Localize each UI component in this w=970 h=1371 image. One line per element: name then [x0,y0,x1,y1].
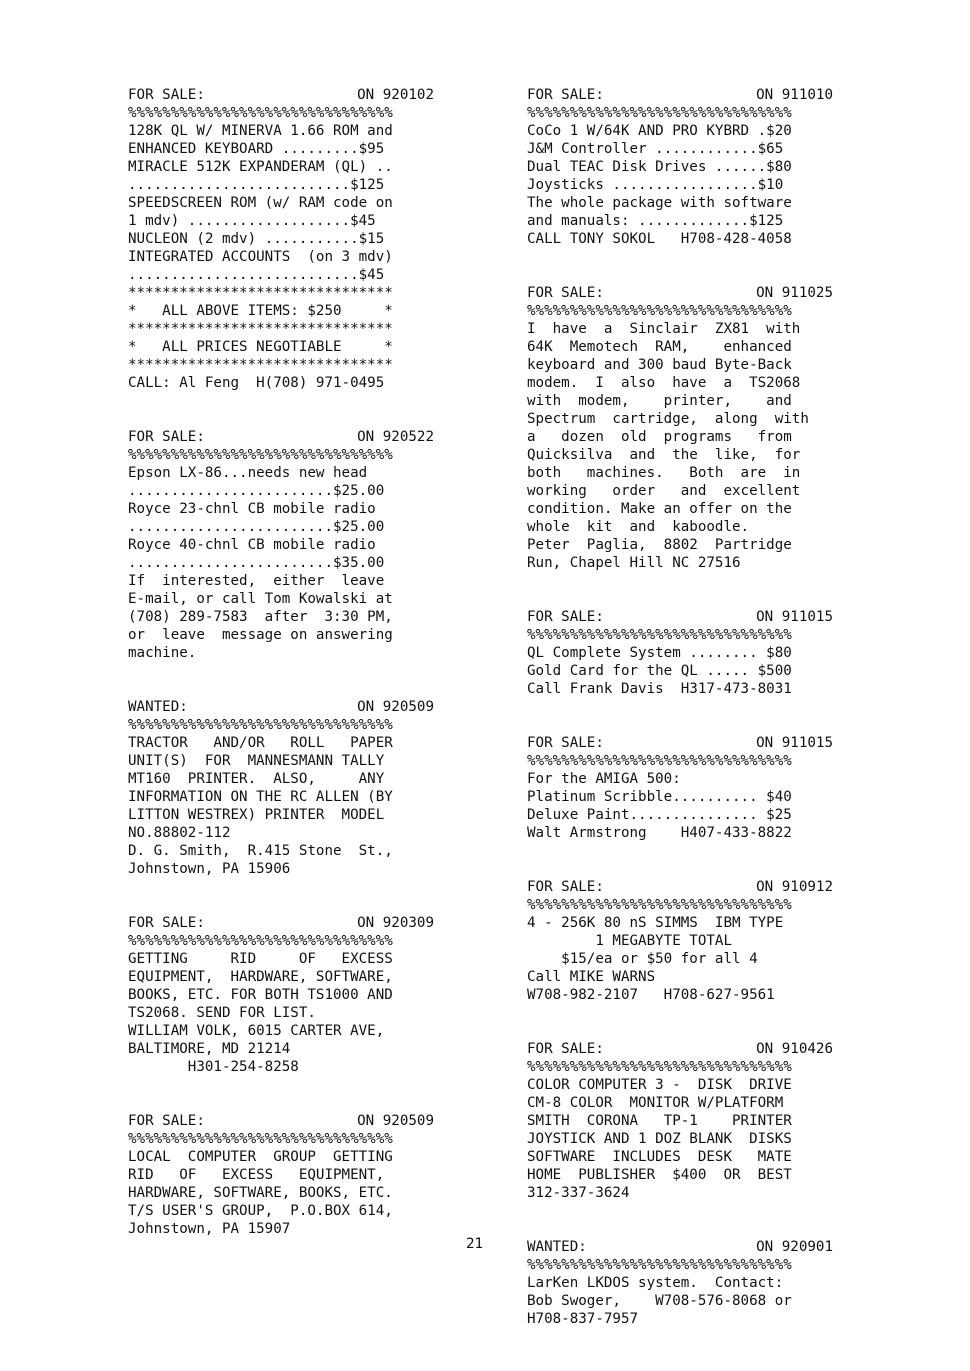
ad-type: FOR SALE: [128,915,205,931]
ad-line: Call Frank Davis H317-473-8031 [527,681,792,697]
ad-date: ON 911015 [756,735,833,751]
ad-line: NUCLEON (2 mdv) ...........$15 [128,231,385,247]
ad-line: machine. [128,645,197,661]
classified-ad [527,284,833,572]
ad-header [128,86,434,104]
ad-line: 128K QL W/ MINERVA 1.66 ROM and [128,123,393,139]
ad-line: working order and excellent [527,483,801,499]
ad-line: a dozen old programs from [527,429,792,445]
classified-ad [128,914,434,1076]
ad-line: Bob Swoger, W708-576-8068 or [527,1293,792,1309]
percent-rule: %%%%%%%%%%%%%%%%%%%%%%%%%%%%%%% [527,1257,792,1273]
ad-line: EQUIPMENT, HARDWARE, SOFTWARE, [128,969,393,985]
ad-line: CALL TONY SOKOL H708-428-4058 [527,231,792,247]
ad-line: ...........................$45 [128,267,385,283]
ad-line: Peter Paglia, 8802 Partridge [527,537,792,553]
ad-line: For the AMIGA 500: [527,771,681,787]
ad-line: CoCo 1 W/64K AND PRO KYBRD .$20 [527,123,792,139]
ad-line: Royce 40-chnl CB mobile radio [128,537,376,553]
ad-line: TRACTOR AND/OR ROLL PAPER [128,735,393,751]
left-column [128,86,434,1274]
ad-line: GETTING RID OF EXCESS [128,951,393,967]
classified-ad [128,1112,434,1238]
ad-line: Royce 23-chnl CB mobile radio [128,501,376,517]
ad-type: WANTED: [527,1239,587,1255]
ad-line: If interested, either leave [128,573,385,589]
ad-line: $15/ea or $50 for all 4 [527,951,758,967]
ad-line: Gold Card for the QL ..... $500 [527,663,792,679]
ad-line: INTEGRATED ACCOUNTS (on 3 mdv) [128,249,393,265]
percent-rule: %%%%%%%%%%%%%%%%%%%%%%%%%%%%%%% [128,933,393,949]
ad-line: JOYSTICK AND 1 DOZ BLANK DISKS [527,1131,792,1147]
ad-date: ON 920522 [357,429,434,445]
ad-line: or leave message on answering [128,627,393,643]
ad-header [128,698,434,716]
ad-line: LarKen LKDOS system. Contact: [527,1275,784,1291]
ad-header [128,914,434,932]
ad-line: The whole package with software [527,195,792,211]
ad-line: ******************************* [128,357,393,373]
ad-line: MT160 PRINTER. ALSO, ANY [128,771,385,787]
ad-line: J&M Controller ............$65 [527,141,784,157]
percent-rule: %%%%%%%%%%%%%%%%%%%%%%%%%%%%%%% [128,717,393,733]
classified-ad [128,86,434,392]
ad-type: FOR SALE: [527,879,604,895]
ad-line: Johnstown, PA 15907 [128,1221,291,1237]
ad-date: ON 920309 [357,915,434,931]
ad-line: Joysticks .................$10 [527,177,784,193]
ad-date: ON 911010 [756,87,833,103]
ad-date: ON 910912 [756,879,833,895]
ad-line: MIRACLE 512K EXPANDERAM (QL) .. [128,159,393,175]
ad-line: Walt Armstrong H407-433-8822 [527,825,792,841]
ad-line: HOME PUBLISHER $400 OR BEST [527,1167,792,1183]
ad-line: CALL: Al Feng H(708) 971-0495 [128,375,385,391]
ad-line: LITTON WESTREX) PRINTER MODEL [128,807,385,823]
ad-line: keyboard and 300 baud Byte-Back [527,357,792,373]
ad-line: I have a Sinclair ZX81 with [527,321,801,337]
classified-ad [128,698,434,878]
classified-ad [527,86,833,248]
ad-line: QL Complete System ........ $80 [527,645,792,661]
ad-line: both machines. Both are in [527,465,801,481]
right-column [527,86,833,1364]
ad-line: D. G. Smith, R.415 Stone St., [128,843,393,859]
ad-type: WANTED: [128,699,188,715]
ad-line: H301-254-8258 [128,1059,299,1075]
ad-type: FOR SALE: [527,609,604,625]
ad-line: NO.88802-112 [128,825,231,841]
percent-rule: %%%%%%%%%%%%%%%%%%%%%%%%%%%%%%% [527,627,792,643]
classified-ad [527,734,833,842]
ad-line: Deluxe Paint............... $25 [527,807,792,823]
ad-line: condition. Make an offer on the [527,501,792,517]
ad-date: ON 920509 [357,699,434,715]
ad-line: E-mail, or call Tom Kowalski at [128,591,393,607]
ad-type: FOR SALE: [527,285,604,301]
ad-header [527,608,833,626]
ad-type: FOR SALE: [128,429,205,445]
ad-line: RID OF EXCESS EQUIPMENT, [128,1167,385,1183]
classified-ad [527,1040,833,1202]
ad-header [527,86,833,104]
percent-rule: %%%%%%%%%%%%%%%%%%%%%%%%%%%%%%% [128,447,393,463]
ad-line: 312-337-3624 [527,1185,630,1201]
percent-rule: %%%%%%%%%%%%%%%%%%%%%%%%%%%%%%% [527,1059,792,1075]
ad-date: ON 920509 [357,1113,434,1129]
percent-rule: %%%%%%%%%%%%%%%%%%%%%%%%%%%%%%% [128,105,393,121]
classified-ad [128,428,434,662]
percent-rule: %%%%%%%%%%%%%%%%%%%%%%%%%%%%%%% [527,303,792,319]
ad-line: INFORMATION ON THE RC ALLEN (BY [128,789,393,805]
ad-line: 1 MEGABYTE TOTAL [527,933,732,949]
ad-type: FOR SALE: [527,1041,604,1057]
ad-line: Call MIKE WARNS [527,969,656,985]
ad-line: Spectrum cartridge, along with [527,411,809,427]
ad-header [128,428,434,446]
ad-header [527,878,833,896]
page-number: 21 [466,1236,484,1252]
ad-type: FOR SALE: [527,735,604,751]
ad-header [527,1238,833,1256]
ad-header [128,1112,434,1130]
ad-line: Platinum Scribble.......... $40 [527,789,792,805]
ad-line: modem. I also have a TS2068 [527,375,801,391]
ad-line: SMITH CORONA TP-1 PRINTER [527,1113,792,1129]
ad-line: SPEEDSCREEN ROM (w/ RAM code on [128,195,393,211]
ad-line: Quicksilva and the like, for [527,447,801,463]
classified-ad [527,1238,833,1328]
ad-line: ........................$35.00 [128,555,385,571]
percent-rule: %%%%%%%%%%%%%%%%%%%%%%%%%%%%%%% [527,897,792,913]
ad-type: FOR SALE: [128,1113,205,1129]
ad-line: Dual TEAC Disk Drives ......$80 [527,159,792,175]
ad-date: ON 911015 [756,609,833,625]
ad-line: CM-8 COLOR MONITOR W/PLATFORM [527,1095,784,1111]
ad-header [527,1040,833,1058]
ad-line: Run, Chapel Hill NC 27516 [527,555,741,571]
ad-line: ******************************* [128,285,393,301]
classified-ad [527,608,833,698]
ad-line: with modem, printer, and [527,393,792,409]
ad-header [527,734,833,752]
ad-line: BOOKS, ETC. FOR BOTH TS1000 AND [128,987,393,1003]
ad-line: COLOR COMPUTER 3 - DISK DRIVE [527,1077,792,1093]
ad-line: ........................$25.00 [128,483,385,499]
classified-ad [527,878,833,1004]
ad-line: TS2068. SEND FOR LIST. [128,1005,316,1021]
ad-date: ON 911025 [756,285,833,301]
ad-line: * ALL ABOVE ITEMS: $250 * [128,303,393,319]
ad-line: H708-837-7957 [527,1311,639,1327]
ad-date: ON 920901 [756,1239,833,1255]
ad-line: W708-982-2107 H708-627-9561 [527,987,775,1003]
ad-line: ........................$25.00 [128,519,385,535]
ad-line: ENHANCED KEYBOARD .........$95 [128,141,385,157]
ad-date: ON 920102 [357,87,434,103]
ad-line: (708) 289-7583 after 3:30 PM, [128,609,393,625]
ad-type: FOR SALE: [527,87,604,103]
ad-line: HARDWARE, SOFTWARE, BOOKS, ETC. [128,1185,393,1201]
ad-line: 64K Memotech RAM, enhanced [527,339,792,355]
percent-rule: %%%%%%%%%%%%%%%%%%%%%%%%%%%%%%% [527,105,792,121]
ad-line: T/S USER'S GROUP, P.O.BOX 614, [128,1203,393,1219]
ad-line: WILLIAM VOLK, 6015 CARTER AVE, [128,1023,385,1039]
ad-line: UNIT(S) FOR MANNESMANN TALLY [128,753,385,769]
ad-line: Johnstown, PA 15906 [128,861,291,877]
ad-line: LOCAL COMPUTER GROUP GETTING [128,1149,393,1165]
ad-line: whole kit and kaboodle. [527,519,750,535]
ad-line: ******************************* [128,321,393,337]
ad-line: SOFTWARE INCLUDES DESK MATE [527,1149,792,1165]
ad-line: * ALL PRICES NEGOTIABLE * [128,339,393,355]
ad-line: and manuals: .............$125 [527,213,784,229]
ad-date: ON 910426 [756,1041,833,1057]
ad-line: 4 - 256K 80 nS SIMMS IBM TYPE [527,915,784,931]
ad-header [527,284,833,302]
ad-type: FOR SALE: [128,87,205,103]
ad-line: 1 mdv) ...................$45 [128,213,376,229]
ad-line: ..........................$125 [128,177,385,193]
percent-rule: %%%%%%%%%%%%%%%%%%%%%%%%%%%%%%% [527,753,792,769]
ad-line: BALTIMORE, MD 21214 [128,1041,291,1057]
percent-rule: %%%%%%%%%%%%%%%%%%%%%%%%%%%%%%% [128,1131,393,1147]
ad-line: Epson LX-86...needs new head [128,465,368,481]
